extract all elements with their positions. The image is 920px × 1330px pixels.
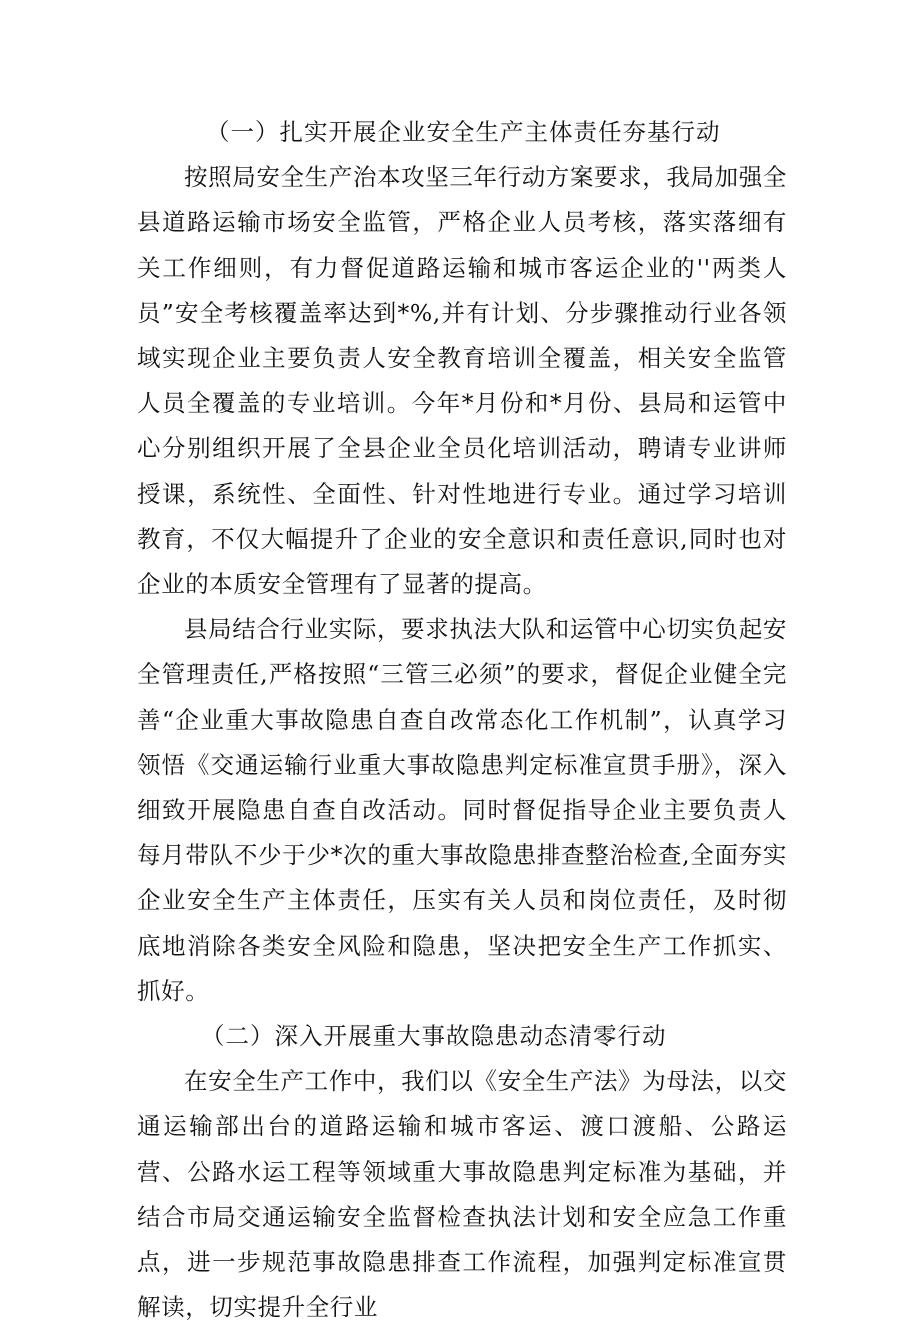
section-heading-1: （一）扎实开展企业安全生产主体责任夯基行动 bbox=[206, 118, 721, 146]
section-heading-2: （二）深入开展重大事故隐患动态清零行动 bbox=[201, 1022, 667, 1051]
document-body bbox=[137, 110, 787, 1330]
paragraph-3: 在安全生产工作中，我们以《安全生产法》为母法，以交通运输部出台的道路运输和城市客运、渡口渡船、公路运营、公路水运工程等领域重大事故隐患判定标准为基础，并结合市局交通运输安全监督检查执法计划和安全应急工作重点，进一步规范事故隐患排查工作流程，加强判定标准宣贯解读，切实提升全行业 bbox=[137, 1067, 787, 1322]
paragraph-1: 按照局安全生产治本攻坚三年行动方案要求，我局加强全县道路运输市场安全监管，严格企业人员考核，落实落细有关工作细则，有力督促道路运输和城市客运企业的''两类人员”安全考核覆盖率达到*%,并有计划、分步骤推动行业各领域实现企业主要负责人安全教育培训全覆盖，相关安全监管人员全覆盖的专业培训。今年*月份和*月份、县局和运管中心分别组织开展了全县企业全员化培训活动，聘请专业讲师授课，系统性、全面性、针对性地进行专业。通过学习培训教育，不仅大幅提升了企业的安全意识和责任意识,同时也对企业的本质安全管理有了显著的提高。 bbox=[137, 163, 787, 599]
paragraph-2: 县局结合行业实际，要求执法大队和运管中心切实负起安全管理责任,严格按照“三管三必须”的要求，督促企业健全完善“企业重大事故隐患自查自改常态化工作机制”，认真学习领悟《交通运输行业重大事故隐患判定标准宣贯手册》，深入细致开展隐患自查自改活动。同时督促指导企业主要负责人每月带队不少于少*次的重大事故隐患排查整治检查,全面夯实企业安全生产主体责任，压实有关人员和岗位责任，及时彻底地消除各类安全风险和隐患，坚决把安全生产工作抓实、抓好。 bbox=[137, 615, 787, 1005]
